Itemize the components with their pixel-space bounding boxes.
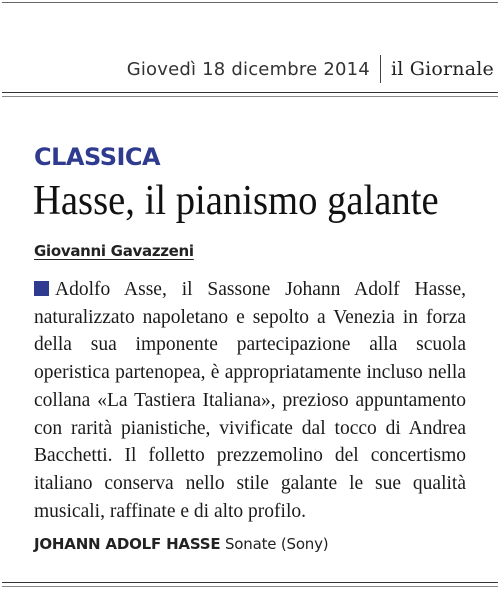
- credit-work: Sonate (Sony): [224, 535, 329, 553]
- article-body: [34, 276, 466, 525]
- top-border-rule: [2, 2, 498, 3]
- issue-date: Giovedì 18 dicembre 2014: [126, 58, 370, 80]
- section-kicker: CLASSICA: [34, 143, 161, 171]
- footer-rule: [2, 582, 498, 583]
- article-author: Giovanni Gavazzeni: [34, 242, 194, 260]
- header-separator: [380, 55, 381, 83]
- footer-rule-secondary: [2, 586, 498, 587]
- newspaper-name: il Giornale: [390, 58, 494, 80]
- header-rule-secondary: [2, 96, 498, 97]
- article-headline: Hasse, il pianismo galante: [33, 178, 439, 224]
- page-header: [127, 54, 494, 84]
- header-rule: [2, 92, 498, 93]
- paragraph-marker-icon: [34, 281, 49, 296]
- credit-artist: JOHANN ADOLF HASSE: [34, 535, 221, 553]
- article-body-text: Adolfo Asse, il Sassone Johann Adolf Hasse, naturalizzato napoletano e sepolto a Venezia in forza della sua imponente partecipazione alla scuola operistica partenopea, è appropriatamente incluso nella collana «La Tastiera Italiana», prezioso appuntamento con rarità pianistiche, vivificate dal tocco di Andrea Bacchetti. Il folletto prezzemolino del concertismo italiano conserva nello stile galante le sue qualità musicali, raffinate e di alto profilo.: [34, 279, 466, 522]
- album-credit: [34, 535, 328, 553]
